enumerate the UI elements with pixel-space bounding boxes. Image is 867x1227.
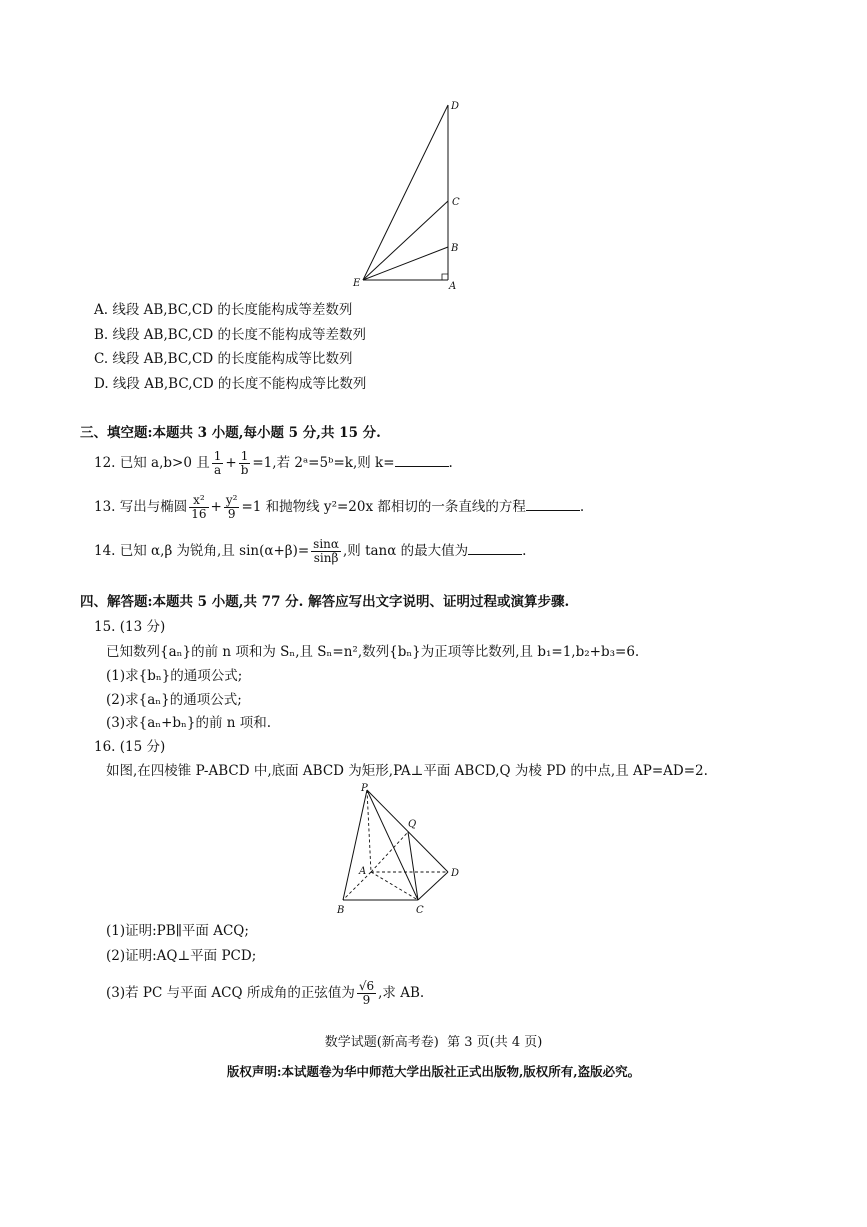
footer-page-info: 数学试题(新高考卷) 第 3 页(共 4 页) — [324, 1035, 543, 1050]
q16-part-3-pre: (3)若 PC 与平面 ACQ 所成角的正弦值为 — [106, 985, 355, 1001]
figure-triangle-edcba — [345, 95, 475, 295]
q12 — [94, 450, 453, 477]
q12-answer-blank[interactable] — [395, 454, 449, 467]
label-b: B — [451, 243, 459, 254]
q14 — [94, 538, 526, 565]
q14-pre: 14. 已知 α,β 为锐角,且 sin(α+β)= — [94, 543, 310, 559]
q15-part-2: (2)求{aₙ}的通项公式; — [106, 692, 242, 708]
label-c: C — [452, 197, 460, 208]
q11-option-d: D. 线段 AB,BC,CD 的长度不能构成等比数列 — [94, 376, 367, 392]
section4-heading: 四、解答题:本题共 5 小题,共 77 分. 解答应写出文字说明、证明过程或演算步骤. — [80, 594, 570, 610]
q16-part-3-frac — [357, 980, 376, 1007]
footer-copyright: 版权声明:本试题卷为华中师范大学出版社正式出版物,版权所有,盗版必究。 — [226, 1064, 641, 1079]
q12-frac-2 — [239, 450, 251, 477]
q12-post: =1,若 2ᵃ=5ᵇ=k,则 k= — [252, 455, 395, 471]
q15-part-3: (3)求{aₙ+bₙ}的前 n 项和. — [106, 715, 272, 731]
q15-number: 15. (13 分) — [94, 619, 166, 635]
q13-end: . — [579, 499, 585, 515]
q14-answer-blank[interactable] — [468, 542, 522, 555]
q13-frac-1-num: x² — [189, 494, 208, 508]
q16-part-3 — [106, 980, 424, 1007]
q13-post: =1 和抛物线 y²=20x 都相切的一条直线的方程 — [241, 499, 526, 515]
q16-part-1: (1)证明:PB∥平面 ACQ; — [106, 923, 249, 939]
label-c2: C — [416, 905, 424, 916]
section3-heading: 三、填空题:本题共 3 小题,每小题 5 分,共 15 分. — [80, 425, 381, 441]
segment-ed — [363, 105, 448, 280]
q14-frac-num: sinα — [313, 537, 339, 551]
q13-answer-blank[interactable] — [526, 498, 580, 511]
label-e: E — [353, 278, 361, 289]
edge-ab — [343, 872, 371, 900]
label-a: A — [449, 281, 457, 292]
segment-ac — [371, 872, 418, 900]
label-a2: A — [359, 866, 367, 877]
q12-frac-1-num: 1 — [213, 449, 222, 463]
q16-stem: 如图,在四棱锥 P-ABCD 中,底面 ABCD 为矩形,PA⊥平面 ABCD,Q 为棱 PD 的中点,且 AP=AD=2. — [106, 763, 708, 779]
q12-pre: 12. 已知 a,b>0 且 — [94, 455, 210, 471]
q15-stem: 已知数列{aₙ}的前 n 项和为 Sₙ,且 Sₙ=n²,数列{bₙ}为正项等比数列,且 b₁=1,b₂+b₃=6. — [106, 644, 640, 660]
label-d: D — [451, 101, 460, 112]
q13-frac-2-num: y² — [225, 493, 238, 507]
q12-frac-2-den: b — [240, 463, 249, 477]
segment-ec — [363, 201, 448, 280]
q13-frac-2-den: 9 — [227, 507, 236, 521]
q13-plus: + — [210, 499, 222, 515]
q16-part-2: (2)证明:AQ⊥平面 PCD; — [106, 948, 257, 964]
edge-pb — [343, 790, 367, 900]
q16-part-3-post: ,求 AB. — [378, 985, 425, 1001]
q15-part-1: (1)求{bₙ}的通项公式; — [106, 668, 243, 684]
edge-pd — [367, 790, 448, 872]
right-angle-mark — [442, 274, 448, 280]
q11-option-c: C. 线段 AB,BC,CD 的长度能构成等比数列 — [94, 351, 353, 367]
q11-option-a: A. 线段 AB,BC,CD 的长度能构成等差数列 — [94, 302, 353, 318]
q14-post: ,则 tanα 的最大值为 — [342, 543, 469, 559]
q13-frac-1-den: 16 — [191, 507, 207, 521]
q12-plus: + — [225, 455, 237, 471]
q16-part-3-frac-num: √6 — [358, 979, 375, 993]
figure-pyramid-pabcd — [330, 782, 470, 917]
segment-eb — [363, 247, 448, 280]
q14-frac — [311, 538, 341, 565]
q13-pre: 13. 写出与椭圆 — [94, 499, 188, 515]
q16-number: 16. (15 分) — [94, 739, 166, 755]
q11-option-b: B. 线段 AB,BC,CD 的长度不能构成等差数列 — [94, 327, 367, 343]
label-b2: B — [337, 905, 345, 916]
q12-frac-1-den: a — [213, 463, 222, 477]
q16-part-3-frac-den: 9 — [362, 993, 371, 1007]
q12-end: . — [448, 455, 453, 471]
q13 — [94, 494, 584, 521]
q14-frac-den: sinβ — [313, 551, 339, 565]
label-d2: D — [451, 868, 460, 879]
edge-pa — [367, 790, 371, 872]
label-p: P — [361, 783, 368, 794]
q14-end: . — [522, 543, 527, 559]
q12-frac-2-num: 1 — [239, 450, 251, 464]
edge-cd — [418, 872, 448, 900]
q12-frac-1 — [212, 450, 224, 477]
label-q: Q — [408, 819, 417, 830]
q13-frac-1 — [189, 494, 208, 521]
q13-frac-2 — [224, 494, 240, 521]
